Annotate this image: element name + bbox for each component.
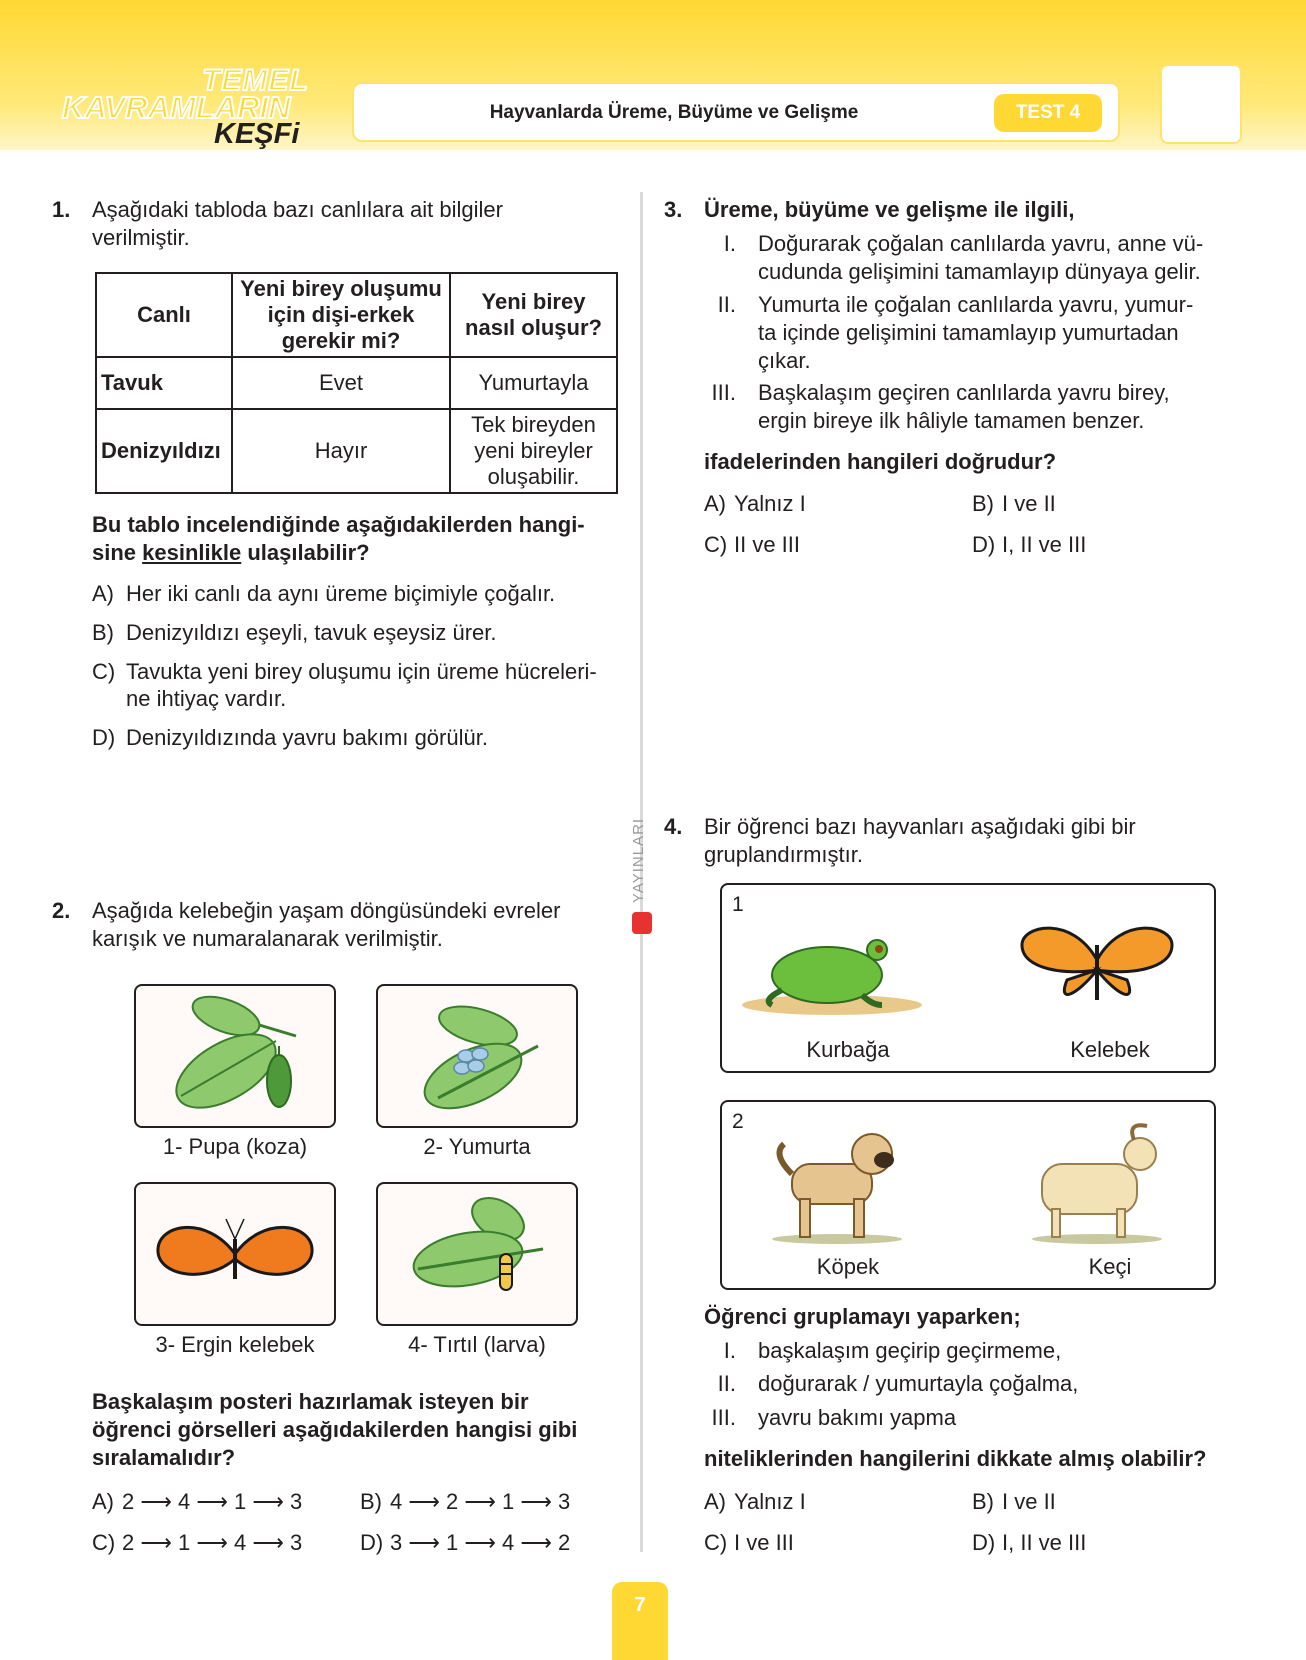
question-text (92, 196, 503, 252)
option-key: B) (360, 1489, 382, 1514)
butterfly-icon (136, 1184, 334, 1324)
cell-line: oluşabilir. (487, 464, 580, 489)
publisher-text: YAYINLARI (630, 817, 648, 904)
option-key: C) (92, 659, 116, 684)
page-number: 7 (612, 1582, 668, 1660)
option-text: I, II ve III (1002, 532, 1087, 557)
q3-statement-ii (706, 291, 1286, 377)
animal-group-2 (720, 1100, 1216, 1290)
logo-line-1: TEMEL (202, 64, 309, 97)
stem-line: öğrenci görselleri aşağıdakilerden hangisi gibi (92, 1417, 578, 1442)
egg-leaf-icon (378, 986, 576, 1126)
option-text: Yalnız I (734, 491, 806, 516)
option-key: A) (704, 491, 726, 516)
question-text (92, 897, 560, 953)
question-number: 4. (664, 814, 683, 839)
question-text: Üreme, büyüme ve gelişme ile ilgili, (704, 197, 1075, 222)
publisher-logo-icon (632, 912, 652, 934)
criterion-numeral: II. (717, 1371, 736, 1396)
statement-text (758, 379, 1170, 435)
option-text: 3 ⟶ 1 ⟶ 4 ⟶ 2 (390, 1530, 571, 1555)
series-logo (62, 64, 322, 152)
q3-statement-i (706, 230, 1286, 290)
table-cell-name: Denizyıldızı (96, 409, 232, 493)
animal-label-dog: Köpek (816, 1254, 880, 1279)
question-2-intro (52, 897, 632, 957)
intro-line: karışık ve numaralanarak verilmiştir. (92, 926, 443, 951)
option-text: 2 ⟶ 4 ⟶ 1 ⟶ 3 (122, 1489, 303, 1514)
intro-line: Bir öğrenci bazı hayvanları aşağıdaki gibi bir (704, 814, 1136, 839)
question-4-lead: Öğrenci gruplamayı yaparken; (704, 1304, 1021, 1329)
option-text: I ve III (734, 1530, 794, 1555)
animal-label-frog: Kurbağa (806, 1037, 890, 1062)
group-number: 2 (732, 1110, 744, 1133)
cell-line: yeni bireyler (474, 438, 593, 463)
test-badge: TEST 4 (994, 94, 1102, 132)
frog-icon (732, 905, 932, 1025)
intro-line: gruplandırmıştır. (704, 842, 863, 867)
criterion-numeral: III. (711, 1405, 736, 1430)
statement-line: cudunda gelişimini tamamlayıp dünyaya gelir. (758, 259, 1201, 284)
publisher-mark (630, 812, 654, 936)
criterion-numeral: I. (723, 1338, 736, 1363)
stem-underlined-word: kesinlikle (142, 540, 242, 565)
statement-line: Başkalaşım geçiren canlılarda yavru birey, (758, 380, 1170, 405)
statement-text (758, 291, 1193, 375)
table-row (96, 409, 617, 493)
stem-part: sine (92, 540, 143, 565)
intro-line: Aşağıdaki tabloda bazı canlılara ait bilgiler (92, 197, 503, 222)
cell-line: gerekir mi? (281, 328, 401, 353)
score-box (1160, 64, 1242, 144)
animal-label-butterfly: Kelebek (1070, 1037, 1150, 1062)
cell-line: Tek bireyden (471, 412, 596, 437)
statement-line: çıkar. (758, 348, 811, 373)
table-cell (450, 409, 617, 493)
table-cell: Evet (232, 357, 450, 409)
cell-line: nasıl oluşur? (465, 315, 602, 340)
question-3-stem: ifadelerinden hangileri doğrudur? (704, 449, 1057, 474)
option-text: 2 ⟶ 1 ⟶ 4 ⟶ 3 (122, 1530, 303, 1555)
question-1-intro (52, 196, 632, 256)
option-key: D) (92, 725, 116, 750)
option-text: Denizyıldızında yavru bakımı görülür. (126, 725, 488, 750)
option-key: B) (972, 1489, 994, 1514)
option-key: C) (704, 532, 728, 557)
stem-line: Başkalaşım posteri hazırlamak isteyen bir (92, 1389, 529, 1414)
adult-butterfly-image (134, 1182, 336, 1326)
dog-icon (762, 1114, 912, 1244)
logo-line-3: KEŞFi (214, 118, 300, 150)
caption-adult: 3- Ergin kelebek (155, 1332, 315, 1357)
criterion-text: başkalaşım geçirip geçirmeme, (758, 1338, 1062, 1363)
animal-group-1 (720, 883, 1216, 1073)
statement-text (758, 230, 1203, 286)
title-bar (352, 82, 1120, 142)
butterfly-icon (1012, 905, 1182, 1025)
cell-line: Yeni birey oluşumu (240, 276, 442, 301)
stem-part: ulaşılabilir? (241, 540, 370, 565)
question-number: 2. (52, 898, 71, 923)
page-title: Hayvanlarda Üreme, Büyüme ve Gelişme (489, 102, 859, 123)
option-text: I, II ve III (1002, 1530, 1087, 1555)
option-text: I ve II (1002, 1489, 1056, 1514)
table-cell: Hayır (232, 409, 450, 493)
caterpillar-image (376, 1182, 578, 1326)
option-text: I ve II (1002, 491, 1056, 516)
question-text (704, 813, 1136, 869)
logo-line-2: KAVRAMLARIN (62, 90, 291, 125)
table-row (96, 357, 617, 409)
question-number: 3. (664, 197, 683, 222)
intro-line: verilmiştir. (92, 225, 190, 250)
stem-line: sıralamalıdır? (92, 1445, 236, 1470)
caption-egg: 2- Yumurta (423, 1134, 531, 1159)
option-key: C) (704, 1530, 728, 1555)
pupa-image (134, 984, 336, 1128)
table-header-mate (232, 273, 450, 357)
option-text: 4 ⟶ 2 ⟶ 1 ⟶ 3 (390, 1489, 571, 1514)
question-number: 1. (52, 197, 71, 222)
group-number: 1 (732, 893, 744, 916)
option-text: Yalnız I (734, 1489, 806, 1514)
q1-option-c[interactable] (92, 658, 632, 714)
option-key: D) (972, 532, 996, 557)
option-key: A) (92, 1489, 114, 1514)
criterion-text: doğurarak / yumurtayla çoğalma, (758, 1371, 1079, 1396)
caption-larva: 4- Tırtıl (larva) (408, 1332, 546, 1357)
option-key: A) (92, 581, 114, 606)
option-key: D) (360, 1530, 384, 1555)
statement-line: Doğurarak çoğalan canlılarda yavru, anne vü- (758, 231, 1204, 256)
question-1-stem (92, 511, 632, 567)
table-header-living: Canlı (96, 273, 232, 357)
option-key: C) (92, 1530, 116, 1555)
statement-line: ergin bireye ilk hâliyle tamamen benzer. (758, 408, 1145, 433)
statement-numeral: III. (711, 380, 736, 405)
option-line: Tavukta yeni birey oluşumu için üreme hücreleri- (126, 659, 597, 684)
table-header-how (450, 273, 617, 357)
criterion-text: yavru bakımı yapma (758, 1405, 957, 1430)
egg-image (376, 984, 578, 1128)
statement-numeral: I. (723, 231, 736, 256)
caterpillar-leaf-icon (378, 1184, 576, 1324)
statement-numeral: II. (717, 292, 736, 317)
statement-line: ta içinde gelişimini tamamlayıp yumurtadan (758, 320, 1179, 345)
option-key: B) (92, 620, 114, 645)
pupa-leaf-icon (136, 986, 334, 1126)
goat-icon (1022, 1114, 1172, 1244)
info-table (95, 272, 618, 494)
table-cell: Yumurtayla (450, 357, 617, 409)
option-text: II ve III (734, 532, 801, 557)
question-2-stem (92, 1388, 632, 1472)
option-text: Denizyıldızı eşeyli, tavuk eşeysiz ürer. (126, 620, 497, 645)
option-text: Her iki canlı da aynı üreme biçimiyle çoğalır. (126, 581, 556, 606)
q3-statement-iii (706, 379, 1286, 439)
statement-line: Yumurta ile çoğalan canlılarda yavru, yumur- (758, 292, 1194, 317)
caption-pupa: 1- Pupa (koza) (162, 1134, 308, 1159)
table-cell-name: Tavuk (96, 357, 232, 409)
cell-line: için dişi-erkek (267, 302, 415, 327)
option-key: D) (972, 1530, 996, 1555)
cell-line: Yeni birey (481, 289, 586, 314)
intro-line: Aşağıda kelebeğin yaşam döngüsündeki evreler (92, 898, 561, 923)
option-key: A) (704, 1489, 726, 1514)
option-text (126, 658, 597, 712)
question-4-stem: niteliklerinden hangilerini dikkate almış olabilir? (704, 1446, 1207, 1471)
stem-line: Bu tablo incelendiğinde aşağıdakilerden hangi- (92, 512, 585, 537)
animal-label-goat: Keçi (1088, 1254, 1132, 1279)
option-key: B) (972, 491, 994, 516)
question-4-intro (664, 813, 1264, 873)
option-line: ne ihtiyaç vardır. (126, 686, 287, 711)
